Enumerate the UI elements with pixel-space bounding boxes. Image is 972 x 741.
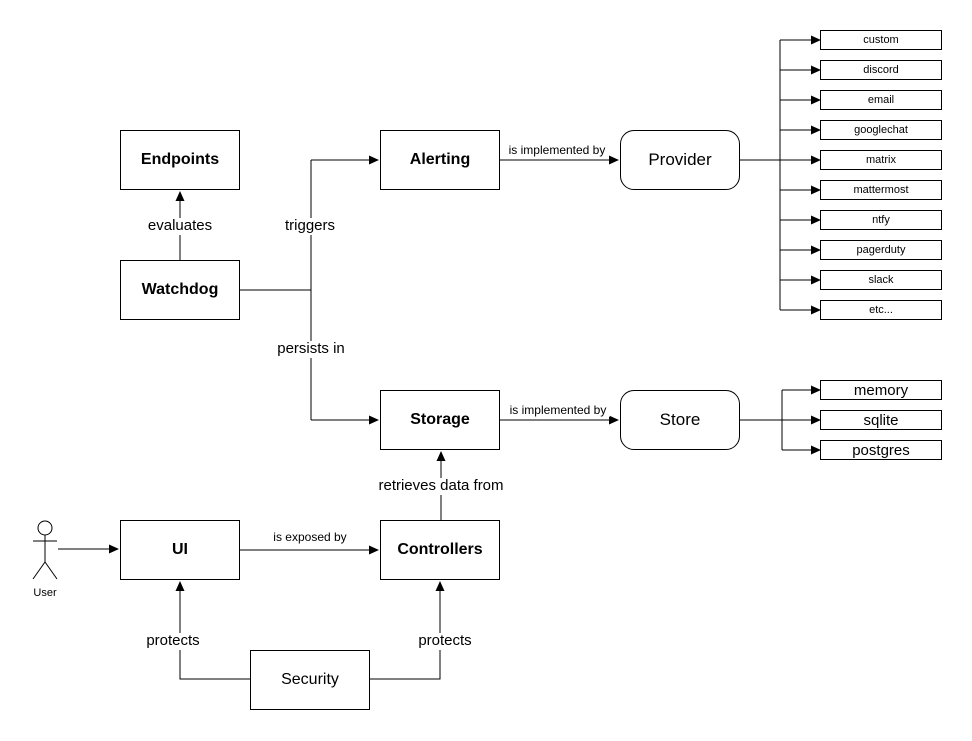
store-impl-postgres: postgres (820, 440, 942, 460)
node-endpoints: Endpoints (120, 130, 240, 190)
edge-security-ui (180, 582, 250, 679)
label-protects-controllers: protects (415, 633, 474, 650)
label-storage-is-implemented-by: is implemented by (507, 404, 610, 417)
label-alerting-is-implemented-by: is implemented by (506, 144, 609, 157)
store-impl-sqlite: sqlite (820, 410, 942, 430)
provider-impl-matrix: matrix (820, 150, 942, 170)
label-protects-ui: protects (143, 633, 202, 650)
store-impl-memory: memory (820, 380, 942, 400)
provider-impl-custom: custom (820, 30, 942, 50)
provider-impl-email: email (820, 90, 942, 110)
edge-security-controllers (370, 582, 440, 679)
node-provider: Provider (620, 130, 740, 190)
node-alerting: Alerting (380, 130, 500, 190)
label-triggers: triggers (282, 218, 338, 235)
label-user: User (33, 587, 57, 599)
edge-watchdog-trunk (240, 160, 378, 420)
provider-impl-slack: slack (820, 270, 942, 290)
node-storage: Storage (380, 390, 500, 450)
node-ui: UI (120, 520, 240, 580)
provider-impl-discord: discord (820, 60, 942, 80)
node-controllers: Controllers (380, 520, 500, 580)
provider-impl-googlechat: googlechat (820, 120, 942, 140)
label-is-exposed-by: is exposed by (270, 531, 349, 544)
provider-impl-mattermost: mattermost (820, 180, 942, 200)
edge-store-fanout (740, 390, 820, 450)
node-security: Security (250, 650, 370, 710)
label-evaluates: evaluates (145, 218, 215, 235)
label-persists-in: persists in (274, 341, 348, 358)
node-store: Store (620, 390, 740, 450)
provider-impl-etc: etc... (820, 300, 942, 320)
user-figure-icon (33, 521, 57, 579)
node-watchdog: Watchdog (120, 260, 240, 320)
provider-impl-pagerduty: pagerduty (820, 240, 942, 260)
provider-impl-ntfy: ntfy (820, 210, 942, 230)
label-retrieves-data-from: retrieves data from (375, 478, 506, 495)
edge-provider-fanout (740, 40, 820, 310)
